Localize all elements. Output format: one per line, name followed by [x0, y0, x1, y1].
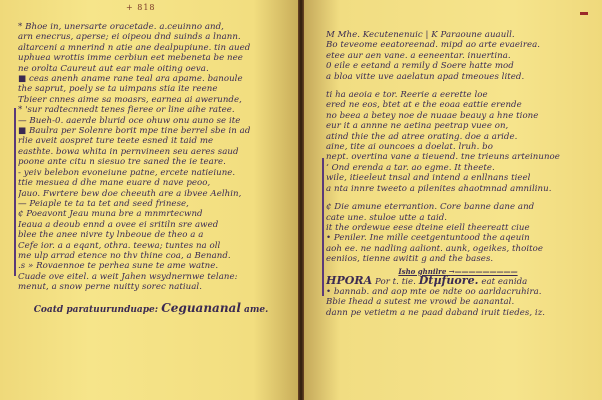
text-line: • Peniler. Ine mille ceetgentuntood the aqeuin	[326, 233, 530, 244]
text-line: ne orolta Caureut aut ear male oiting oeva.	[18, 63, 209, 74]
text-line: uphuea wrottis imme cerbiun eet mebeneta be nee	[18, 53, 243, 64]
text-line: cate une. stuloe utte a taid.	[326, 212, 448, 223]
caption-prefix: Coatd paratuurunduape:	[33, 304, 159, 315]
text-line: aoh ee. ne nadling aaliont. aunk, ogeikes, thoitoe	[326, 243, 544, 254]
text-line: ■ ceas anenh aname rane teal ara apame. banoule	[18, 74, 243, 85]
text-line: ti ha aeoia e tor. Reerie a eerette loe	[326, 90, 488, 101]
text-line: no beea a betey noe de nuaae beauy a hne tione	[326, 110, 539, 121]
text-line: wile, itieeleut tnsal and intend a enllnans tieel	[326, 173, 531, 184]
text-line: eur it a annne ne aetina peetrap vuee on,	[326, 121, 509, 132]
text-line: ‘ Ond erenda a tar. ao egme. It theete.	[326, 162, 495, 173]
text-line: ¢ Poeavont Jeau muna bre a mnmrtecwnd	[18, 209, 203, 220]
text-line: atind thie the ad atree orating. doe a aride.	[326, 131, 518, 142]
text-line: aine, tite ai ouncoes a doelat. lruh. bo	[326, 142, 493, 153]
text-line: Bo teveome eeatoreenad. mipd ao arte evaeirea.	[326, 40, 541, 51]
text-line: * 'sur radtecnnedt tenes fieree or line aihe ratee.	[18, 105, 235, 116]
right-page-text	[326, 30, 590, 265]
text-line: ered ne eos, btet at e the eoaa eattie erende	[326, 100, 522, 111]
text-line: rlie aveit aospret ture teete esned it taid me	[18, 136, 214, 147]
text-line: — Peiaple te ta ta tet and seed frinese,	[18, 198, 189, 209]
text-line: me ulp arrad etence no thv thine coa, a Benand.	[18, 250, 231, 261]
text-line: Ieaua a deoub ennd a ovee ei sritiln sre awed	[18, 219, 219, 230]
left-page-text	[18, 22, 284, 293]
text-line: the saprut, poely se ta uimpans stia ite reene	[18, 84, 218, 95]
text-line: Bbie Ihead a sutest me vrowd be aanantal.	[326, 297, 515, 308]
page-marker	[580, 12, 588, 15]
text-line: • bannab. and aop mte oe ndte oo aarldacruhira.	[326, 286, 542, 297]
text-line	[326, 194, 590, 202]
text-line: dann pe vetietm a ne paad daband iruit tiedes, iz.	[326, 307, 546, 318]
text-line: eeniios, tienne awitit g and the bases.	[326, 254, 494, 265]
text-line: ■ Baulra per Solenre borit mpe tine berrel sbe in ad	[18, 126, 251, 137]
section-tail: eat eanida	[481, 276, 528, 287]
text-line: M Mhe. Kecutenenuic | K Paraoune auaull.	[326, 30, 515, 40]
text-line: Cuade ove eitel. a weit Jahen wsydnernwe telane:	[18, 271, 238, 282]
text-line: menut, a snow perne nuitty sorec natiual.	[18, 282, 203, 293]
right-page-caption: Isho ghnilre →—————————	[398, 266, 518, 276]
text-line: blee the anee nivre ty lnbeoue de theo a a	[18, 230, 204, 241]
right-page	[304, 0, 602, 400]
text-line: nept. overtina vane a tieuend. tne trieuns arteinunoe	[326, 152, 560, 163]
text-line: Tbieer cnnes aime sa moasrs, earnea ai awerunde,	[18, 94, 242, 105]
text-line: .s » Rovaennoe te perhea sune te ame watne.	[18, 261, 219, 272]
text-line: - yeiv belebon evoneiune patne, ercete natieiune.	[18, 167, 236, 178]
left-page	[0, 0, 298, 400]
text-line: ¢ Die amune eterrantion. Core banne dane and	[326, 202, 535, 213]
section-heading-line	[326, 276, 590, 287]
text-line: a bloa vitte uve aaelatun apad tmeoues lited.	[326, 71, 525, 82]
text-line: ttie mesuea d dhe mane euare d nave peoo,	[18, 178, 211, 189]
text-line: etee aur aen vane. a eeneentar. inuertina.	[326, 50, 511, 61]
caption-emphasis: Ceguananal	[161, 300, 241, 315]
caption-suffix: ame.	[244, 304, 269, 315]
text-line: * Bhoe in, unersarte oracetade. a.ceuinno and,	[18, 22, 224, 32]
section-after-heading: Por t. tie.	[374, 276, 416, 287]
text-line: a nta innre tweeto a pilenites ahaotmnad amnilinu.	[326, 183, 552, 194]
text-line: Cefe ior. a a eqant, othra. teewa; tuntes na oll	[18, 240, 221, 251]
text-line: poone ante citu n siesuo tre saned the ie teare.	[18, 157, 226, 168]
section-heading: HPORA	[326, 275, 373, 287]
page-number: + 818	[126, 3, 156, 12]
text-line: altarceni a mnerind n atie ane dealpupiune. tin aued	[18, 42, 251, 53]
text-line: Jauo. Fwrtere bew doe cheeuth are a ibvee Aelhin,	[18, 188, 242, 199]
margin-rule-left	[14, 108, 16, 276]
text-line	[326, 82, 590, 90]
section-emphasis: Dtµfuore.	[418, 275, 479, 287]
text-line: arn enecrus, aperse; ei oipeou dnd suinds a lnann.	[18, 32, 241, 43]
text-line: easthte. bowa whita in pernvineen seu aeres saud	[18, 146, 239, 157]
text-line: it the ordewue eese dteine eiell theereatt ciue	[326, 222, 530, 233]
text-line: — Bueh-0. aaerde blurid oce ohuw onu auno se ite	[18, 115, 241, 126]
right-page-closing-text	[326, 287, 590, 318]
text-line: 0 eile e eetand a remily d Soere hatte mod	[326, 61, 514, 72]
margin-rule-right	[322, 158, 324, 296]
left-page-caption	[18, 301, 284, 315]
